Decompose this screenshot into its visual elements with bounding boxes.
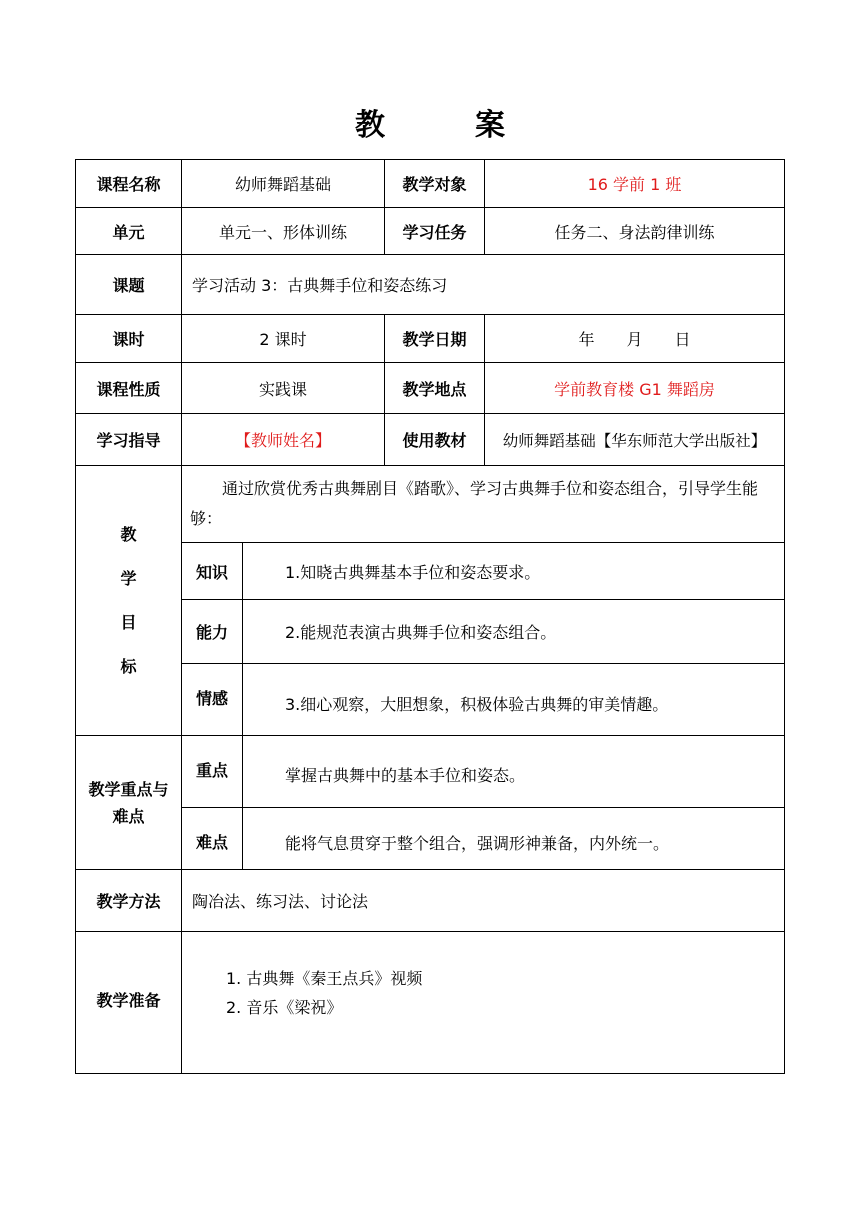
objective-type-ability: 能力 [182,600,243,664]
date-label: 教学日期 [385,315,485,363]
method-text: 陶冶法、练习法、讨论法 [182,870,785,932]
key-point-text: 掌握古典舞中的基本手位和姿态。 [243,736,785,808]
task-label: 学习任务 [385,208,485,255]
place-value: 学前教育楼 G1 舞蹈房 [485,363,785,414]
key-points-label-line: 难点 [112,806,145,826]
topic-value: 学习活动 3：古典舞手位和姿态练习 [182,255,785,315]
nature-label: 课程性质 [76,363,182,414]
task-value: 任务二、身法韵律训练 [485,208,785,255]
preparation-item: 1. 古典舞《秦王点兵》视频 [226,969,423,988]
course-name-label: 课程名称 [76,160,182,208]
date-value: 年 月 日 [485,315,785,363]
difficult-point-label: 难点 [182,808,243,870]
objectives-label-char: 学 [120,568,137,588]
objectives-label-char: 教 [120,524,137,544]
target-label: 教学对象 [385,160,485,208]
nature-value: 实践课 [182,363,385,414]
difficult-point-text: 能将气息贯穿于整个组合，强调形神兼备，内外统一。 [243,808,785,870]
objective-text-knowledge: 1.知晓古典舞基本手位和姿态要求。 [243,543,785,600]
topic-label: 课题 [76,255,182,315]
preparation-list [182,932,785,1074]
table-row [76,808,785,870]
table-row [76,363,785,414]
objective-text-emotion: 3.细心观察，大胆想象，积极体验古典舞的审美情趣。 [243,664,785,736]
textbook-label: 使用教材 [385,414,485,466]
table-row [76,255,785,315]
key-point-label: 重点 [182,736,243,808]
objectives-label [76,466,182,736]
textbook-value: 幼师舞蹈基础【华东师范大学出版社】 [485,414,785,466]
objectives-label-char: 目 [120,612,137,632]
table-row [76,160,785,208]
target-value: 16 学前 1 班 [485,160,785,208]
table-row [76,543,785,600]
method-label: 教学方法 [76,870,182,932]
table-row [76,600,785,664]
objectives-label-char: 标 [120,656,137,676]
table-row [76,664,785,736]
preparation-item: 2. 音乐《梁祝》 [226,998,343,1017]
place-label: 教学地点 [385,363,485,414]
preparation-label: 教学准备 [76,932,182,1074]
key-points-label [76,736,182,870]
table-row [76,414,785,466]
table-row [76,932,785,1074]
objectives-intro: 通过欣赏优秀古典舞剧目《踏歌》、学习古典舞手位和姿态组合，引导学生能够： [182,466,785,543]
table-row [76,736,785,808]
guide-value: 【教师姓名】 [182,414,385,466]
table-row [76,315,785,363]
hours-label: 课时 [76,315,182,363]
table-row [76,870,785,932]
table-row [76,208,785,255]
objective-type-knowledge: 知识 [182,543,243,600]
objective-text-ability: 2.能规范表演古典舞手位和姿态组合。 [243,600,785,664]
unit-value: 单元一、形体训练 [182,208,385,255]
page-title: 教 案 [355,108,535,143]
hours-value: 2 课时 [182,315,385,363]
table-row [76,466,785,543]
course-name-value: 幼师舞蹈基础 [182,160,385,208]
key-points-label-line: 教学重点与 [88,779,169,799]
unit-label: 单元 [76,208,182,255]
lesson-plan-table [75,159,785,1074]
guide-label: 学习指导 [76,414,182,466]
objective-type-emotion: 情感 [182,664,243,736]
